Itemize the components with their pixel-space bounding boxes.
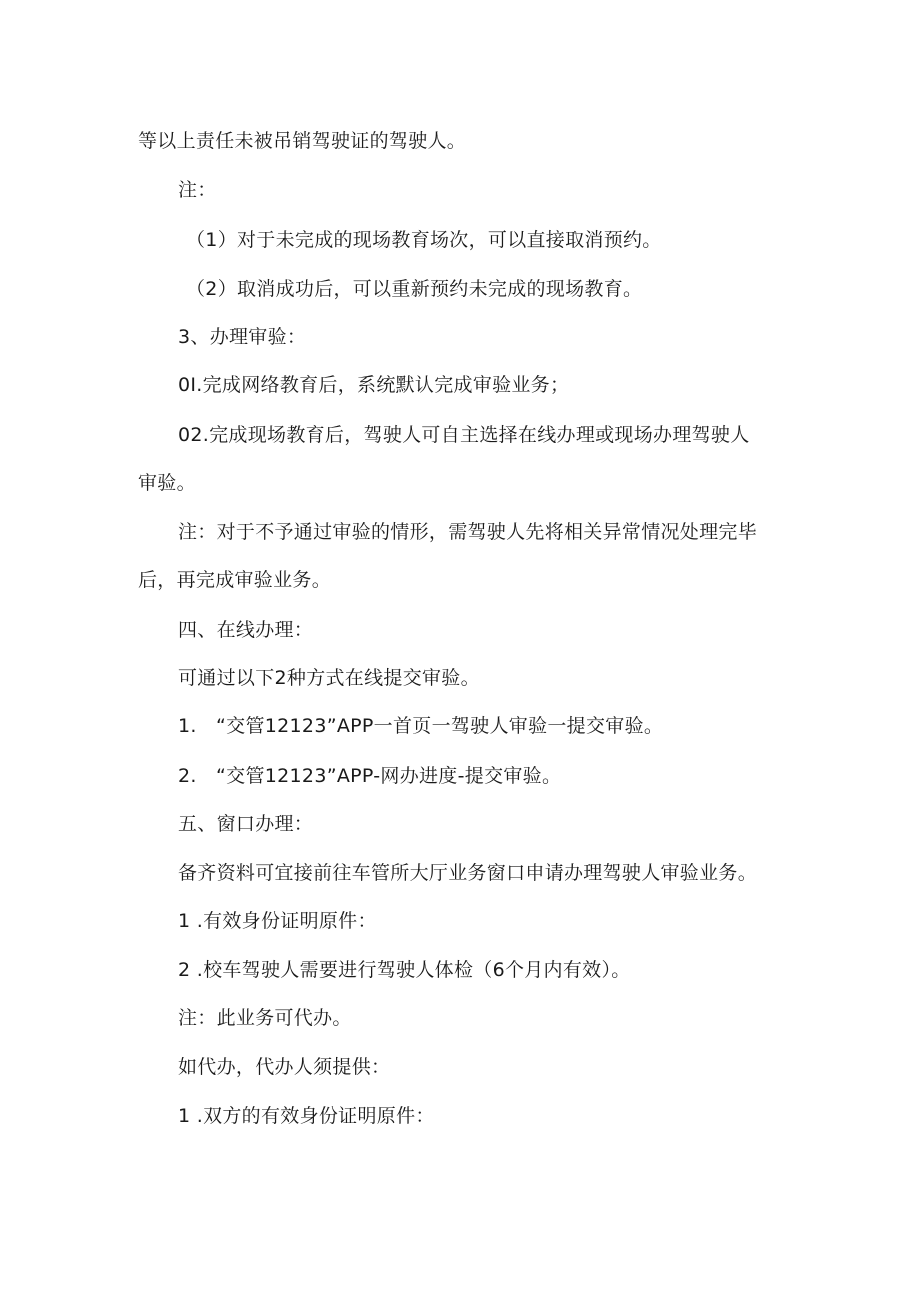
text-line: 四、在线办理：	[178, 619, 314, 641]
text-line: 0I.完成网络教育后，系统默认完成审验业务；	[178, 374, 570, 396]
text-line: （2）取消成功后，可以重新预约未完成的现场教育。	[186, 278, 643, 300]
text-line: 审验。	[138, 472, 196, 494]
text-line: 备齐资料可宜接前往车管所大厅业务窗口申请办理驾驶人审验业务。	[178, 862, 758, 884]
text-line: 等以上责任未被吊销驾驶证的驾驶人。	[138, 130, 467, 152]
text-line: 注：此业务可代办。	[178, 1007, 352, 1029]
text-line: 如代办，代办人须提供：	[178, 1056, 391, 1078]
text-line: 可通过以下2种方式在线提交审验。	[178, 667, 480, 689]
text-line: 1. “交管12123”APP一首页一驾驶人审验一提交审验。	[178, 715, 664, 737]
text-line: 五、窗口办理：	[178, 813, 314, 835]
text-line: 02.完成现场教育后，驾驶人可自主选择在线办理或现场办理驾驶人	[178, 424, 750, 446]
text-line: 1 .双方的有效身份证明原件：	[178, 1105, 435, 1127]
text-line: 后，再完成审验业务。	[138, 569, 332, 591]
text-line: 2. “交管12123”APP-网办进度-提交审验。	[178, 765, 562, 787]
text-line: 注：	[178, 179, 217, 201]
text-line: 3、办理审验：	[178, 326, 307, 348]
text-line: 2 .校车驾驶人需要进行驾驶人体检（6个月内有效）。	[178, 959, 631, 981]
text-line: 1 .有效身份证明原件：	[178, 910, 377, 932]
text-line: （1）对于未完成的现场教育场次，可以直接取消预约。	[186, 229, 662, 251]
text-line: 注：对于不予通过审验的情形，需驾驶人先将相关异常情况处理完毕	[178, 521, 758, 543]
